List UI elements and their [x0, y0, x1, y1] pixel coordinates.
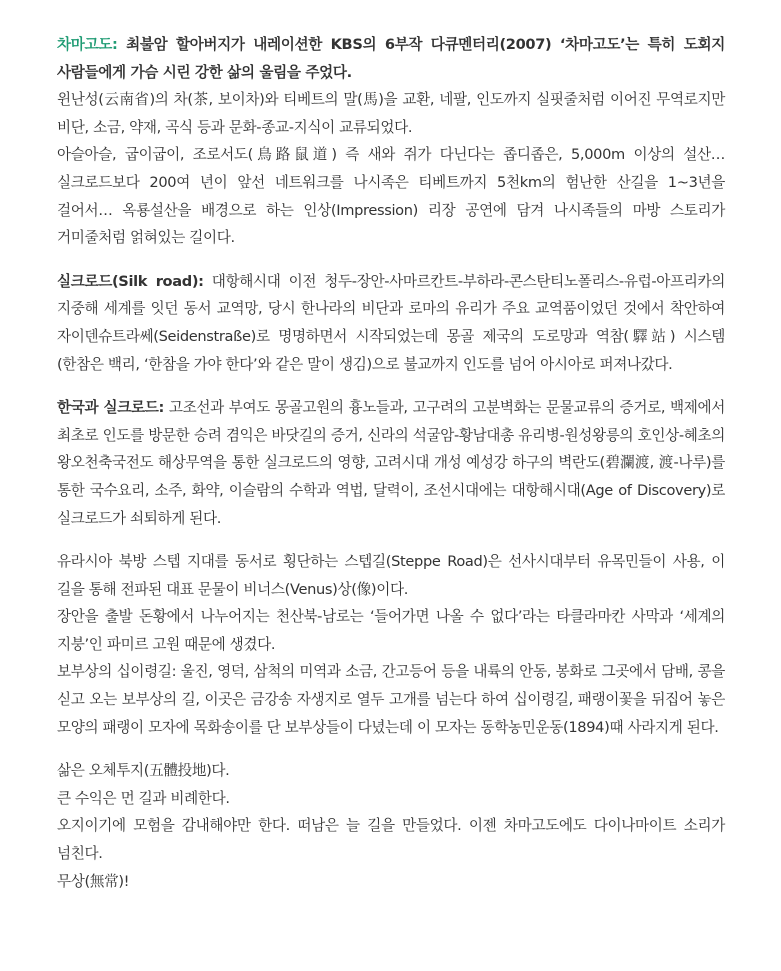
tea-horse-route-text: 아슬아슬, 굽이굽이, 조로서도(鳥路鼠道) 즉 새와 쥐가 다닌다는 좁디좁은, 5,000m 이상의 설산… 실크로드보다 200여 년이 앞선 네트워크를 나시족은 티베트까지 5천km의 험난한 산길을 1~3년을 걸어서… 옥룡설산을 배경으로 하는 인상(Impression) 리장 공연에 담겨 나시족들의 마방 스토리가 거미줄처럼 얽혀있는 길이다. [57, 146, 725, 247]
term-silk-road: 실크로드(Silk road): [57, 272, 204, 290]
steppe-road-text: 유라시아 북방 스텝 지대를 동서로 횡단하는 스텝길(Steppe Road)은 선사시대부터 유목민들이 사용, 이 길을 통해 전파된 대표 문물이 비너스(Venus)상(像)이다. [57, 553, 725, 598]
paragraph-other-roads [57, 548, 725, 741]
term-korea-silk-road: 한국과 실크로드: [57, 399, 165, 417]
paragraph-silk-road [57, 268, 725, 378]
silk-road-text: 대항해시대 이전 청두-장안-사마르칸트-부하라-콘스탄티노폴리스-유럽-아프리카의 지중해 세계를 잇던 동서 교역망, 당시 한나라의 비단과 로마의 유리가 주요 교역품이었던 것에서 착안하여 자이덴슈트라쎄(Seidenstraße)로 명명하면서 시작되었는데 몽골 제국의 도로망과 역참(驛站) 시스템(한참은 백리, ‘한참을 가야 한다’와 같은 말이 생김)으로 불교까지 인도를 넘어 아시아로 퍼져나갔다. [57, 272, 725, 373]
closing-line-3: 오지이기에 모험을 감내해야만 한다. 떠남은 늘 길을 만들었다. 이젠 차마고도에도 다이나마이트 소리가 넘친다. [57, 817, 725, 863]
closing-line-2: 큰 수익은 먼 길과 비례한다. [57, 789, 230, 807]
closing-line-4: 무상(無常)! [57, 872, 130, 890]
tianshan-road-text: 장안을 출발 돈황에서 나누어지는 천산북-남로는 ‘들어가면 나올 수 없다’라는 타클라마칸 사막과 ‘세계의 지붕’인 파미르 고원 때문에 생겼다. [57, 608, 725, 653]
paragraph-closing [57, 757, 725, 895]
tea-horse-trade-text: 윈난성(云南省)의 차(茶, 보이차)와 티베트의 말(馬)을 교환, 네팔, 인도까지 실핏줄처럼 이어진 무역로지만 비단, 소금, 약재, 곡식 등과 문화-종교-지식이 교류되었다. [57, 91, 725, 136]
term-tea-horse-road: 차마고도: [57, 36, 118, 53]
tea-horse-intro-text: 최불암 할아버지가 내레이션한 KBS의 6부작 다큐멘터리(2007) ‘차마고도’는 특히 도회지 사람들에게 가슴 시린 강한 삶의 울림을 주었다. [57, 36, 725, 81]
tea-horse-intro [57, 31, 725, 86]
paragraph-korea-silk-road [57, 394, 725, 532]
closing-line-1: 삶은 오체투지(五體投地)다. [57, 762, 230, 780]
peddler-road-text: 보부상의 십이령길: 울진, 영덕, 삼척의 미역과 소금, 간고등어 등을 내륙의 안동, 봉화로 그곳에서 담배, 콩을 싣고 오는 보부상의 길, 이곳은 금강송 자생지로 열두 고개를 넘는다 하여 십이령길, 패랭이꽃을 뒤집어 놓은 모양의 패랭이 모자에 목화송이를 단 보부상들이 다녔는데 이 모자는 동학농민운동(1894)때 사라지게 된다. [57, 663, 725, 736]
paragraph-tea-horse-road [57, 31, 725, 252]
korea-silk-road-text: 고조선과 부여도 몽골고원의 흉노들과, 고구려의 고분벽화는 문물교류의 증거로, 백제에서 최초로 인도를 방문한 승려 겸익은 바닷길의 증거, 신라의 석굴암-황남대총 유리병-원성왕릉의 호인상-혜초의 왕오천축국전도 해상무역을 통한 실크로드의 영향, 고려시대 개성 예성강 하구의 벽란도(碧瀾渡, 渡-나루)를 통한 국수요리, 소주, 화약, 이슬람의 수학과 역법, 달력이, 조선시대에는 대항해시대(Age of Discovery)로 실크로드가 쇠퇴하게 된다. [57, 399, 726, 527]
